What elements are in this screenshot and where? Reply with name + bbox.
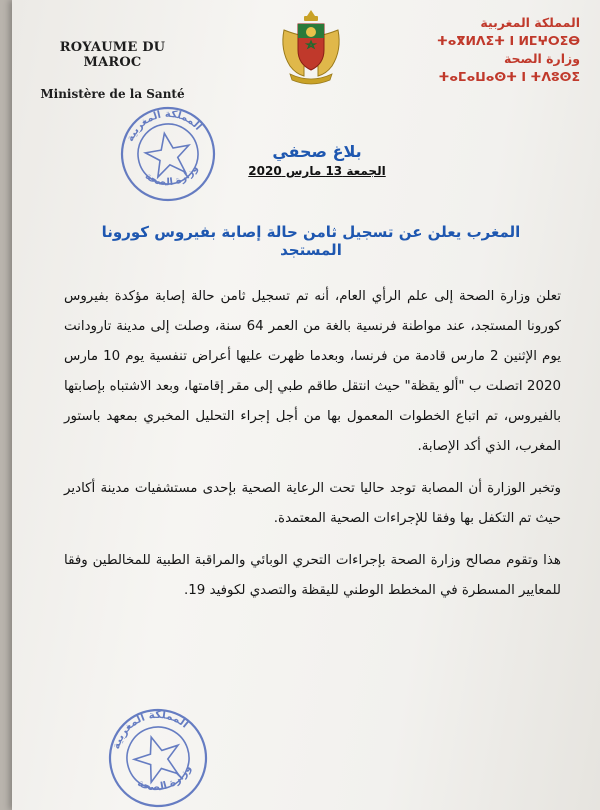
- ministry-name-ar: وزارة الصحة: [503, 51, 580, 66]
- paragraph-1: تعلن وزارة الصحة إلى علم الرأي العام، أنه تم تسجيل ثامن حالة إصابة مؤكدة بفيروس كورونا المستجد، عند مواطنة فرنسية بالغة من العمر 64 سنة، وصلت إلى مدينة تارودانت يوم الإثنين 2 مارس قادمة من فرنسا، وبعدما ظهرت عليها أعراض تنفسية يوم 10 مارس 2020 اتصلت ب "ألو يقظة" حيث انتقل طاقم طبي إلى مقر إقامتها، وبعد الاشتباه بإصابتها بالفيروس، تم اتباع الخطوات المعمول بها من أجل إجراء التحليل المخبري بمعهد باستور المغرب، الذي أكد الإصابة.: [64, 289, 561, 454]
- svg-text:المملكة المغربية: المملكة المغربية: [124, 108, 204, 144]
- headline: المغرب يعلن عن تسجيل ثامن حالة إصابة بفيروس كورونا المستجد: [101, 223, 521, 259]
- header-arabic: [410, 14, 580, 86]
- ministry-name-tifinagh: ⵜⴰⵎⴰⵡⴰⵙⵜ ⵏ ⵜⴷⵓⵙⵉ: [438, 69, 580, 84]
- press-release-date: الجمعة 13 مارس 2020: [248, 164, 386, 178]
- ministry-stamp-bottom-icon: [104, 706, 212, 810]
- svg-text:وزارة الصحة: وزارة الصحة: [142, 163, 201, 189]
- paragraph-2: وتخبر الوزارة أن المصابة توجد حاليا تحت الرعاية الصحية بإحدى مستشفيات مدينة أكادير حيث تم التكفل بها وفقا للإجراءات الصحية المعتمدة.: [64, 481, 561, 526]
- document-sheet: [12, 0, 600, 810]
- body-text: [64, 282, 561, 618]
- kingdom-name-tifinagh: ⵜⴰⴳⵍⴷⵉⵜ ⵏ ⵍⵎⵖⵔⵉⴱ: [436, 33, 580, 48]
- kingdom-name-ar: المملكة المغربية: [480, 15, 580, 30]
- svg-text:وزارة الصحة: وزارة الصحة: [135, 763, 194, 794]
- ministry-name-fr: Ministère de la Santé: [40, 87, 185, 101]
- coat-of-arms-icon: [278, 8, 344, 86]
- svg-text:المملكة المغربية: المملكة المغربية: [110, 708, 191, 751]
- kingdom-name-fr: ROYAUME DU MAROC: [59, 40, 166, 70]
- paragraph-3: هذا وتقوم مصالح وزارة الصحة بإجراءات التحري الوبائي والمراقبة الطبية للمخالطين وفقا للمعايير المسطرة في المخطط الوطني لليقظة والتصدي لكوفيد 19.: [64, 553, 561, 598]
- ministry-stamp-icon: [116, 105, 220, 203]
- press-release-title: بلاغ صحفي: [272, 142, 362, 161]
- header-french: [30, 40, 195, 101]
